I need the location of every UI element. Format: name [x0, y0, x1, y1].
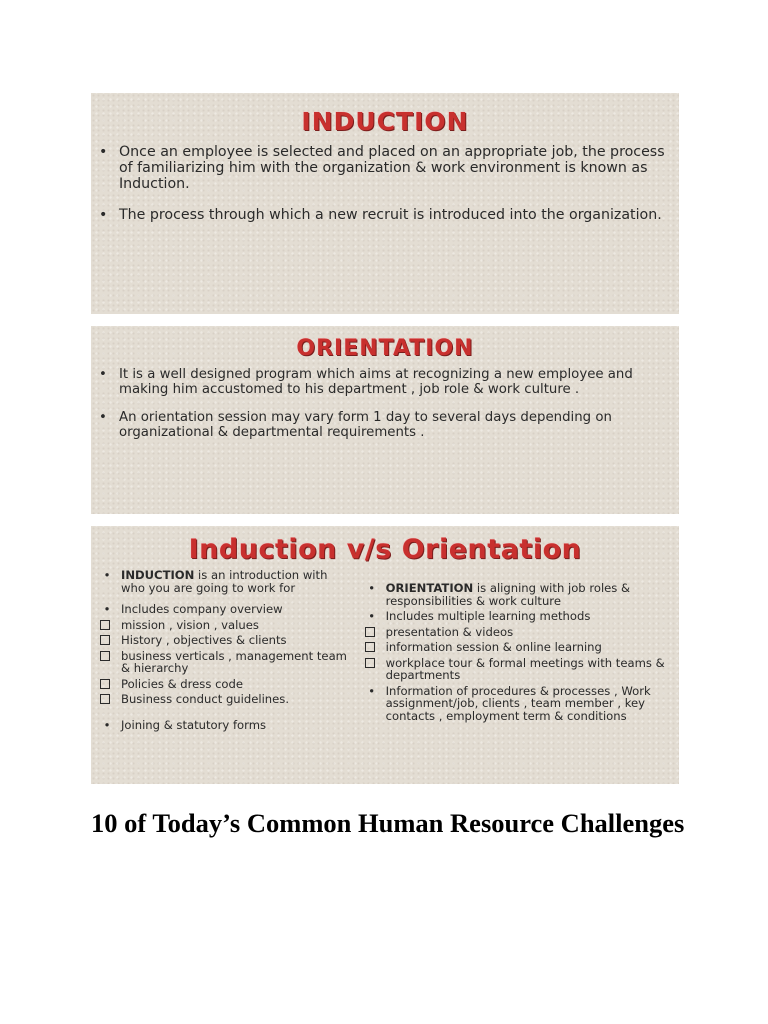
orientation-bullet-list — [91, 361, 679, 440]
induction-includes: • Includes company overview — [97, 603, 350, 616]
checkbox-icon — [365, 658, 375, 668]
orientation-bullet-1: • It is a well designed program which aims at recognizing a new employee and making him accustomed to his department , job role & work culture . — [91, 368, 669, 397]
orientation-box-item: information session & online learning — [362, 641, 671, 654]
induction-box-item: mission , vision , values — [97, 619, 350, 632]
checkbox-icon — [100, 694, 110, 704]
checkbox-icon — [100, 620, 110, 630]
orientation-box-item: workplace tour & formal meetings with teams & departments — [362, 657, 671, 682]
checkbox-icon — [100, 651, 110, 661]
induction-bullet-1: • Once an employee is selected and placed on an appropriate job, the process of familiarizing him with the organization & work environment is known as Induction. — [91, 144, 669, 192]
checkbox-icon — [365, 642, 375, 652]
bullet-icon: • — [368, 683, 376, 698]
checkbox-icon — [100, 679, 110, 689]
induction-intro: • INDUCTION is an introduction with who you are going to work for — [97, 569, 350, 594]
orientation-column — [350, 569, 671, 734]
orientation-slide — [91, 326, 679, 514]
bullet-icon: • — [103, 568, 111, 582]
bullet-icon: • — [103, 717, 111, 732]
induction-bullet-list — [91, 136, 679, 223]
induction-slide-title: INDUCTION — [301, 107, 469, 136]
orientation-intro: • ORIENTATION is aligning with job roles & responsibilities & work culture — [362, 582, 671, 607]
orientation-box-item: presentation & videos — [362, 626, 671, 639]
induction-slide — [91, 93, 679, 314]
bullet-icon: • — [368, 581, 376, 595]
comparison-columns — [91, 565, 679, 734]
checkbox-icon — [365, 627, 375, 637]
bullet-icon: • — [103, 602, 111, 616]
induction-box-item: Policies & dress code — [97, 678, 350, 691]
induction-column — [97, 569, 350, 734]
document-heading: 10 of Today’s Common Human Resource Challenges — [91, 808, 685, 838]
comparison-slide-title: Induction v/s Orientation — [188, 534, 582, 565]
orientation-last: • Information of procedures & processes , Work assignment/job, clients , team member , key contacts , employment term & conditions — [362, 685, 671, 723]
induction-box-item: History , objectives & clients — [97, 634, 350, 647]
orientation-includes: • Includes multiple learning methods — [362, 610, 671, 623]
comparison-slide — [91, 526, 679, 784]
induction-box-item: Business conduct guidelines. — [97, 693, 350, 706]
orientation-slide-title: ORIENTATION — [296, 336, 474, 361]
checkbox-icon — [100, 635, 110, 645]
orientation-bullet-2: • An orientation session may vary form 1 day to several days depending on organizational & departmental requirements . — [91, 411, 669, 440]
bullet-icon: • — [368, 609, 376, 623]
induction-box-item: business verticals , management team & hierarchy — [97, 650, 350, 675]
induction-bullet-2: • The process through which a new recruit is introduced into the organization. — [91, 207, 669, 223]
induction-last: • Joining & statutory forms — [97, 719, 350, 732]
